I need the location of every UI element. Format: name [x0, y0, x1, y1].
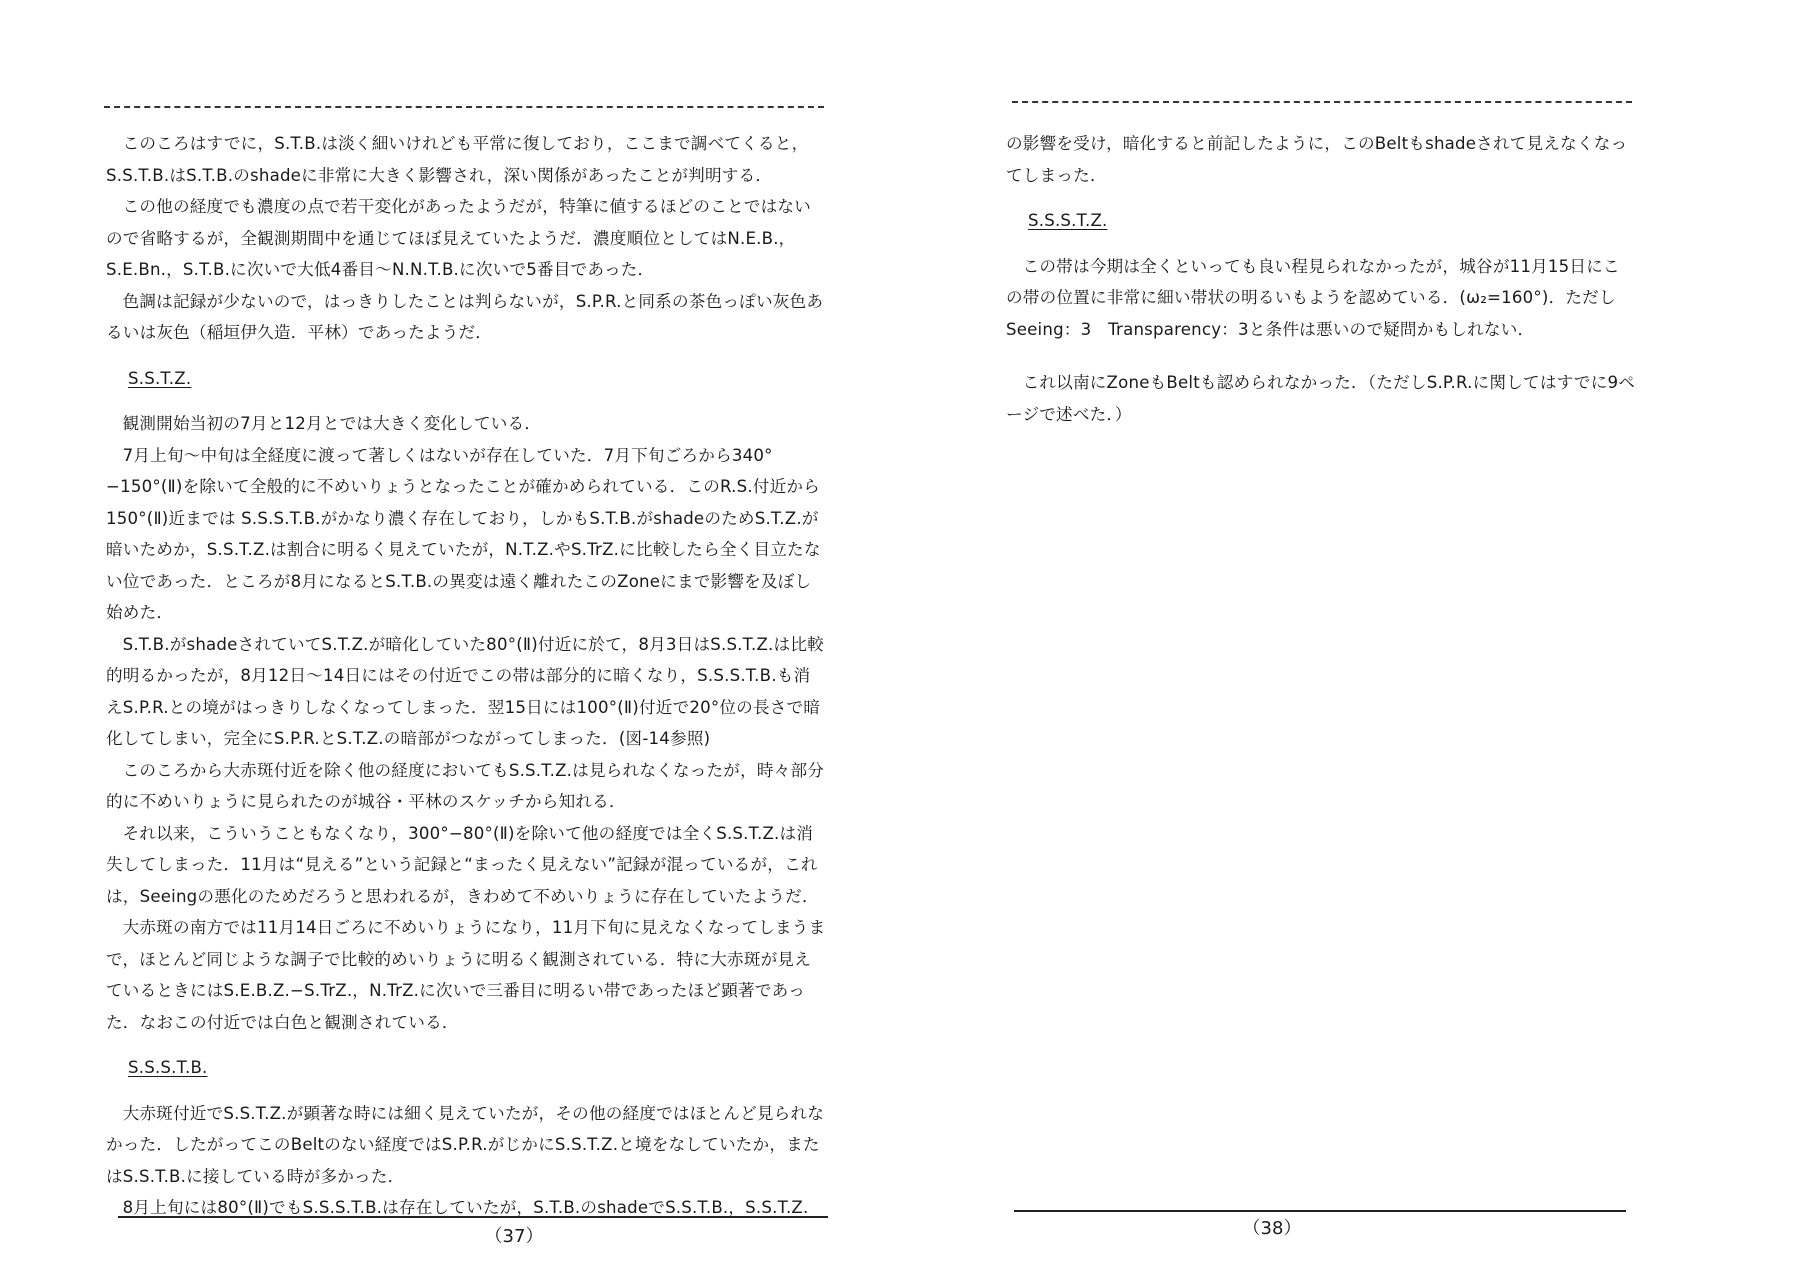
paragraph: 大赤斑の南方では11月14日ごろに不めいりょうになり，11月下旬に見えなくなってしまうまで，ほとんど同じような調子で比較的めいりょうに明るく観測されている．特に大赤斑が見えているときにはS.E.B.Z.−S.TrZ.，N.TrZ.に次いで三番目に明るい帯であったほど顕著であった．なおこの付近では白色と観測されている．: [106, 918, 826, 1032]
paragraph: 観測開始当初の7月と12月とでは大きく変化している．: [122, 414, 542, 433]
paragraph: これ以南にZoneもBeltも認められなかった．（ただしS.P.R.に関してはすでに9ページで述べた．）: [1006, 373, 1636, 424]
page-number: （38）: [1242, 1218, 1302, 1239]
paragraph: この帯は今期は全くといっても良い程見られなかったが，城谷が11月15日にこの帯の位置に非常に細い帯状の明るいもようを認めている．(ω₂=160°)．ただしSeeing：3 Transparency：3と条件は悪いので疑問かもしれない．: [1006, 256, 1620, 339]
top-rule: [1012, 101, 1632, 103]
right-page-body: [1006, 128, 1636, 430]
paragraph: このころはすでに，S.T.B.は淡く細いけれども平常に復しており，ここまで調べてくると，S.S.T.B.はS.T.B.のshadeに非常に大きく影響され，深い関係があったことが判明する．: [106, 134, 809, 185]
bottom-rule: [1014, 1210, 1626, 1212]
paragraph: 8月上旬には80°(Ⅱ)でもS.S.S.T.B.は存在していたが，S.T.B.のshadeでS.S.T.B.，S.S.T.Z.: [122, 1198, 809, 1217]
right-page: [900, 0, 1800, 1272]
paragraph: それ以来，こういうこともなくなり，300°−80°(Ⅱ)を除いて他の経度では全くS.S.T.Z.は消失してしまった．11月は“見える”という記録と“まったく見えない”記録が混っているが，これは，Seeingの悪化のためだろうと思われるが，きわめて不めいりょうに存在していたようだ．: [106, 823, 819, 906]
left-page-body: [106, 128, 826, 1224]
bottom-rule: [118, 1216, 828, 1218]
paragraph: S.T.B.がshadeされていてS.T.Z.が暗化していた80°(Ⅱ)付近に於て，8月3日はS.S.T.Z.は比較的明るかったが，8月12日〜14日にはその付近でこの帯は部分的に暗くなり，S.S.S.T.B.も消えS.P.R.との境がはっきりしなくなってしまった．翌15日には100°(Ⅱ)付近で20°位の長さで暗化してしまい，完全にS.P.R.とS.T.Z.の暗部がつながってしまった．(図-14参照): [106, 634, 824, 748]
spacer: [1006, 345, 1636, 367]
section-heading-sstz: S.S.T.Z.: [128, 368, 192, 388]
paragraph: 色調は記録が少ないので，はっきりしたことは判らないが，S.P.R.と同系の茶色っぽい灰色あるいは灰色（稲垣伊久造．平林）であったようだ．: [106, 291, 824, 342]
paragraph: の影響を受け，暗化すると前記したように，このBeltもshadeされて見えなくなってしまった．: [1006, 134, 1628, 185]
paragraph: 大赤斑付近でS.S.T.Z.が顕著な時には細く見えていたが，その他の経度ではほとんど見られなかった．したがってこのBeltのない経度ではS.P.R.がじかにS.S.T.Z.と境をなしていたか，またはS.S.T.B.に接している時が多かった．: [106, 1103, 825, 1186]
section-heading-ssstb: S.S.S.T.B.: [128, 1058, 208, 1077]
paragraph: この他の経度でも濃度の点で若干変化があったようだが，特筆に値するほどのことではないので省略するが，全観測期間中を通じてほぼ見えていたようだ．濃度順位としてはN.E.B.，S.E.Bn.，S.T.B.に次いで大低4番目〜N.N.T.B.に次いで5番目であった．: [106, 197, 811, 279]
paragraph: このころから大赤斑付近を除く他の経度においてもS.S.T.Z.は見られなくなったが，時々部分的に不めいりょうに見られたのが城谷・平林のスケッチから知れる．: [106, 760, 825, 811]
top-rule: [104, 106, 824, 108]
paragraph: 7月上旬〜中旬は全経度に渡って著しくはないが存在していた．7月下旬ごろから340°−150°(Ⅱ)を除いて全般的に不めいりょうとなったことが確かめられている．このR.S.付近から150°(Ⅱ)近までは S.S.S.T.B.がかなり濃く存在しており，しかもS.T.B.がshadeのためS.T.Z.が暗いためか，S.S.T.Z.は割合に明るく見えていたが，N.T.Z.やS.TrZ.に比較したら全く目立たない位であった．ところが8月になるとS.T.B.の異変は遠く離れたこのZoneにまで影響を及ぼし始めた．: [106, 445, 821, 622]
page-number: （37）: [484, 1226, 544, 1247]
section-heading-ssstz: S.S.S.T.Z.: [1028, 211, 1108, 230]
